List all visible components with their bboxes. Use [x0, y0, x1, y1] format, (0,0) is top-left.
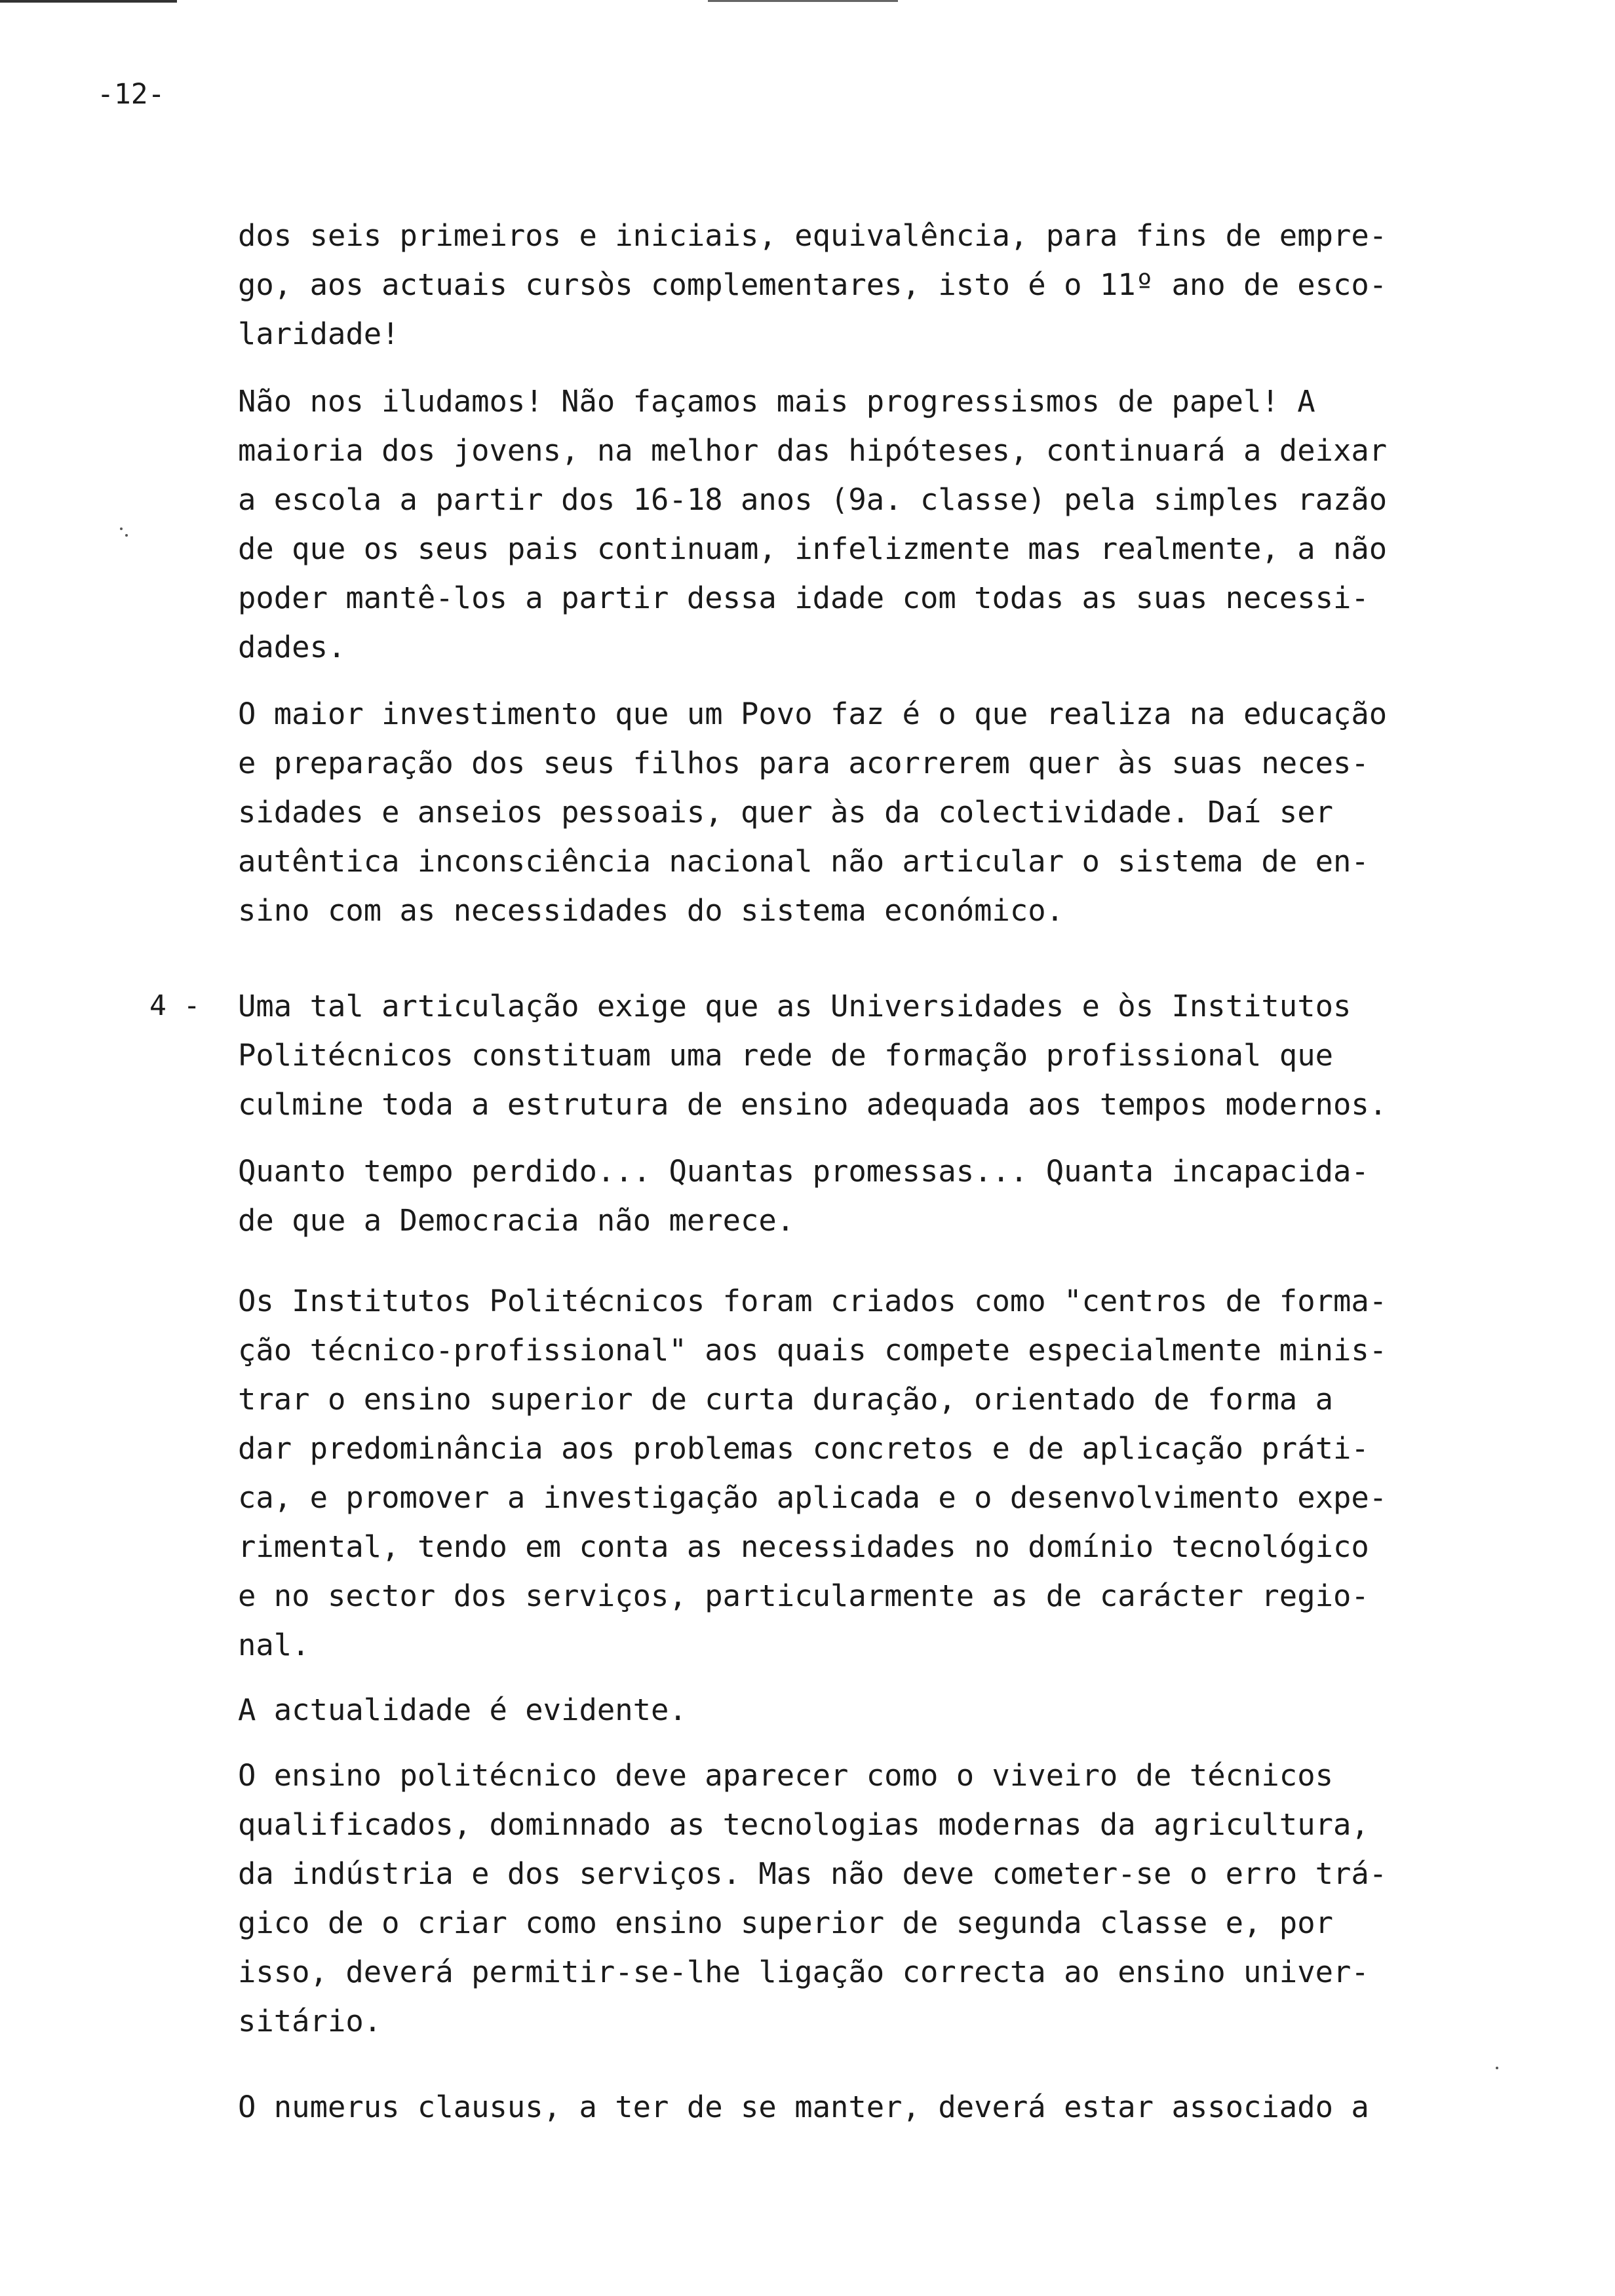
- text-line: culmine toda a estrutura de ensino adequada aos tempos modernos.: [238, 1087, 1388, 1122]
- paragraph: [238, 1751, 1509, 2046]
- text-line: rimental, tendo em conta as necessidades no domínio tecnológico: [238, 1529, 1369, 1564]
- list-item-marker: 4 -: [149, 989, 201, 1022]
- text-line: Os Institutos Politécnicos foram criados como "centros de forma-: [238, 1284, 1388, 1318]
- text-line: dades.: [238, 630, 346, 664]
- top-border-line: [708, 0, 898, 2]
- text-line: Não nos iludamos! Não façamos mais progressismos de papel! A: [238, 384, 1315, 419]
- text-line: autêntica inconsciência nacional não articular o sistema de en-: [238, 844, 1369, 879]
- text-line: go, aos actuais cursòs complementares, isto é o 11º ano de esco-: [238, 267, 1388, 302]
- text-line: e preparação dos seus filhos para acorrerem quer às suas neces-: [238, 746, 1369, 780]
- paragraph: [238, 211, 1509, 358]
- text-line: Quanto tempo perdido... Quantas promessas... Quanta incapacida-: [238, 1154, 1369, 1189]
- text-line: gico de o criar como ensino superior de segunda classe e, por: [238, 1905, 1333, 1940]
- paragraph: [238, 689, 1509, 935]
- text-line: A actualidade é evidente.: [238, 1693, 687, 1727]
- paragraph: [238, 2082, 1509, 2132]
- text-line: sitário.: [238, 2004, 382, 2038]
- scan-speck: [125, 534, 128, 537]
- text-line: ca, e promover a investigação aplicada e o desenvolvimento expe-: [238, 1480, 1388, 1515]
- text-line: nal.: [238, 1628, 310, 1662]
- text-line: maioria dos jovens, na melhor das hipóteses, continuará a deixar: [238, 433, 1388, 468]
- text-line: isso, deverá permitir-se-lhe ligação correcta ao ensino univer-: [238, 1955, 1369, 1989]
- text-line: da indústria e dos serviços. Mas não deve cometer-se o erro trá-: [238, 1856, 1388, 1891]
- text-line: O numerus clausus, a ter de se manter, deverá estar associado a: [238, 2090, 1369, 2124]
- text-line: Uma tal articulação exige que as Universidades e òs Institutos: [238, 989, 1352, 1024]
- text-line: qualificados, dominnado as tecnologias modernas da agricultura,: [238, 1807, 1369, 1842]
- paragraph: [238, 1147, 1509, 1245]
- text-line: de que os seus pais continuam, infelizmente mas realmente, a não: [238, 531, 1388, 566]
- text-line: a escola a partir dos 16-18 anos (9a. classe) pela simples razão: [238, 482, 1388, 517]
- text-line: dar predominância aos problemas concretos e de aplicação práti-: [238, 1431, 1369, 1466]
- text-line: de que a Democracia não merece.: [238, 1203, 795, 1238]
- text-line: poder mantê-los a partir dessa idade com todas as suas necessi-: [238, 581, 1369, 615]
- text-line: O ensino politécnico deve aparecer como o viveiro de técnicos: [238, 1758, 1333, 1793]
- text-line: sidades e anseios pessoais, quer às da colectividade. Daí ser: [238, 795, 1333, 830]
- text-line: O maior investimento que um Povo faz é o que realiza na educação: [238, 697, 1388, 731]
- paragraph: [238, 377, 1509, 672]
- paragraph: [238, 1276, 1509, 1670]
- text-line: dos seis primeiros e iniciais, equivalência, para fins de empre-: [238, 218, 1388, 253]
- paragraph: [238, 1685, 1509, 1734]
- text-line: ção técnico-profissional" aos quais compete especialmente minis-: [238, 1333, 1388, 1368]
- scan-speck: [120, 527, 123, 530]
- scan-speck: [1496, 2067, 1498, 2069]
- text-line: sino com as necessidades do sistema económico.: [238, 893, 1064, 928]
- top-border-line: [0, 0, 177, 3]
- text-line: e no sector dos serviços, particularmente as de carácter regio-: [238, 1578, 1369, 1613]
- text-line: trar o ensino superior de curta duração, orientado de forma a: [238, 1382, 1333, 1417]
- paragraph: [238, 982, 1509, 1129]
- text-line: Politécnicos constituam uma rede de formação profissional que: [238, 1038, 1333, 1073]
- page-number: -12-: [97, 78, 165, 111]
- text-line: laridade!: [238, 316, 400, 351]
